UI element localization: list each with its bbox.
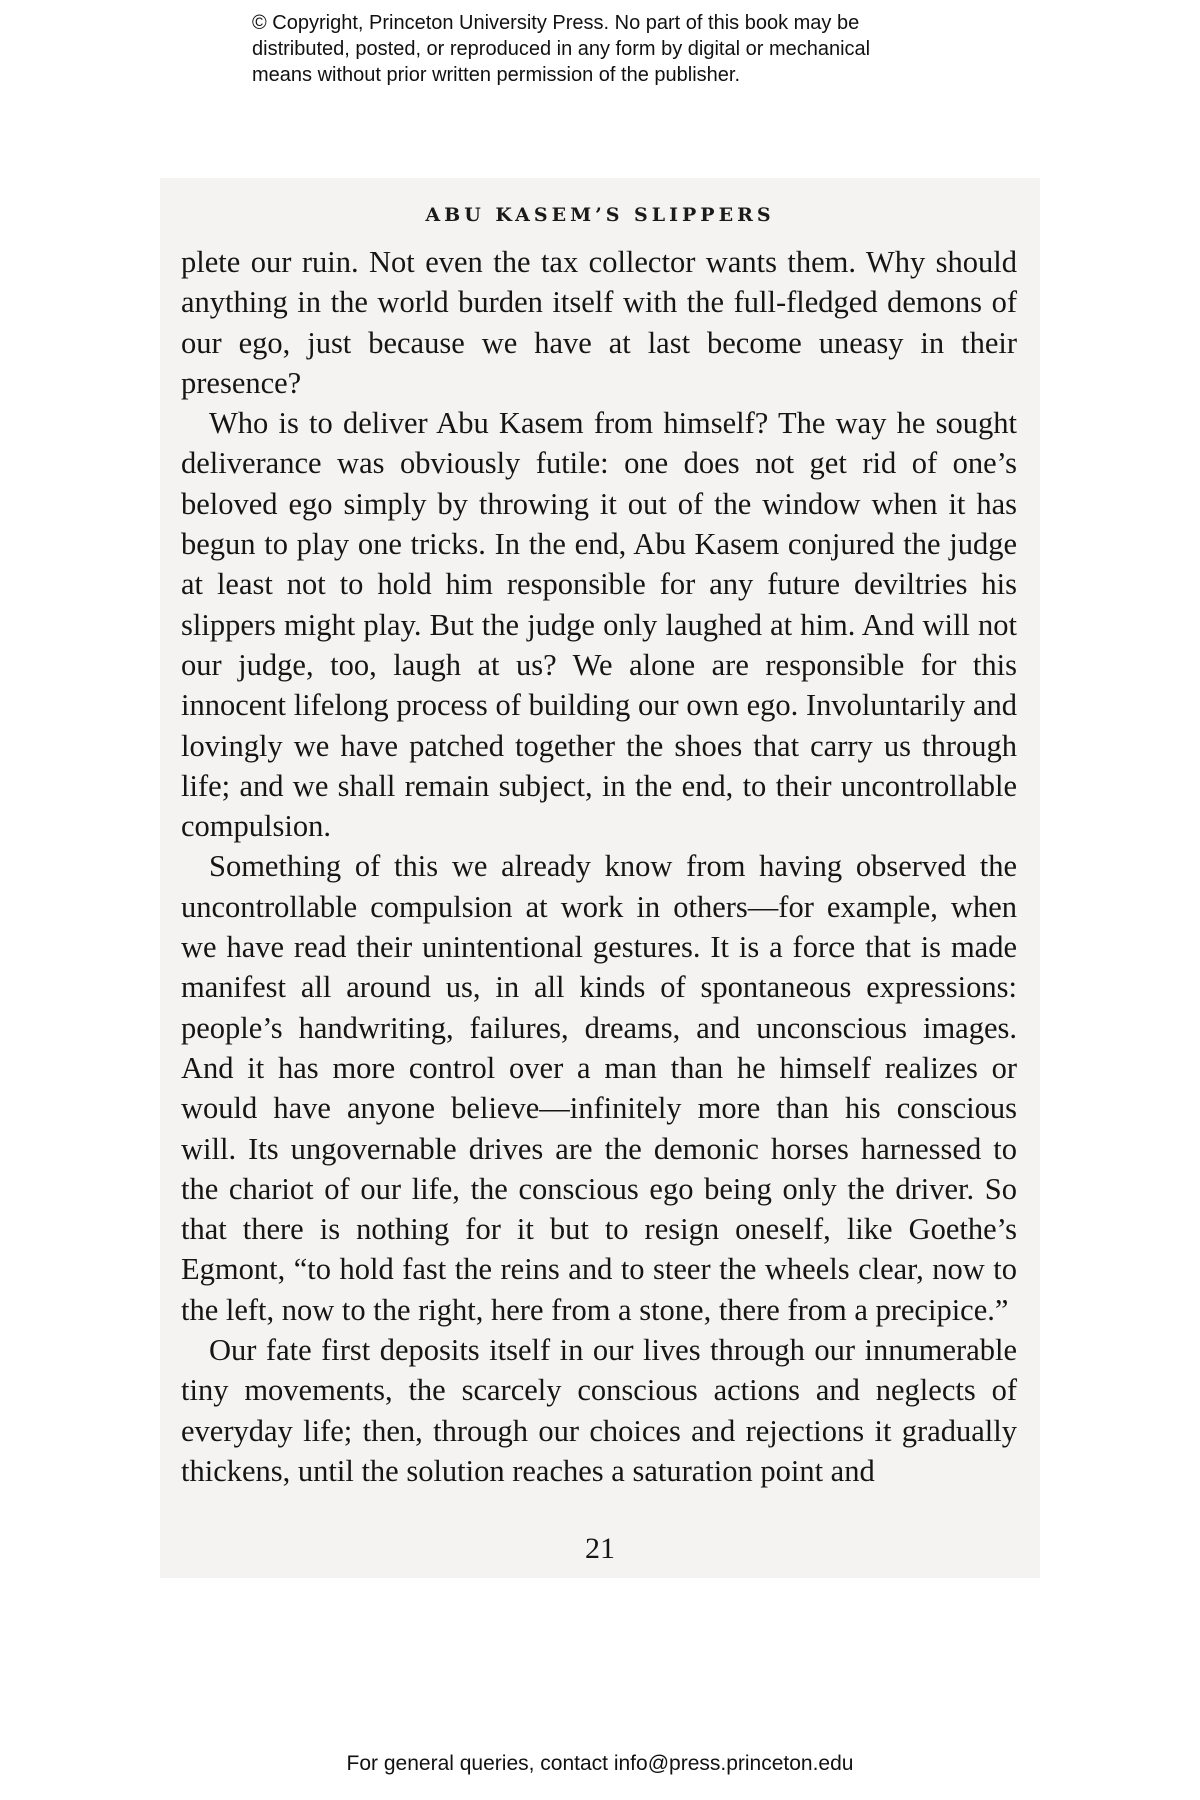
copyright-line: distributed, posted, or reproduced in any form by digital or mechanical bbox=[252, 38, 871, 60]
body-text bbox=[181, 242, 1017, 1491]
scanned-book-page bbox=[160, 178, 1040, 1578]
footer-contact: For general queries, contact info@press.princeton.edu bbox=[346, 1752, 854, 1775]
copyright-notice bbox=[252, 10, 1012, 88]
paragraph: Who is to deliver Abu Kasem from himself? The way he sought deliverance was obviously futile: one does not get rid of one’s beloved ego simply by throwing it out of the window when it has begun to play one tricks. In the end, Abu Kasem conjured the judge at least not to hold him responsible for any future deviltries his slippers might play. But the judge only laughed at him. And will not our judge, too, laugh at us? We alone are responsible for this innocent lifelong process of building our own ego. Involuntarily and lovingly we have patched together the shoes that carry us through life; and we shall remain subject, in the end, to their uncontrollable compulsion. bbox=[181, 406, 1017, 844]
page-number: 21 bbox=[585, 1532, 615, 1565]
running-head: ABU KASEM’S SLIPPERS bbox=[425, 204, 775, 226]
paragraph: Something of this we already know from having observed the uncontrollable compulsion at work in others—for example, when we have read their unintentional gestures. It is a force that is made manifest all around us, in all kinds of spontaneous expressions: people’s handwriting, failures, dreams, and unconscious images. And it has more control over a man than he himself realizes or would have anyone believe—infinitely more than his conscious will. Its ungovernable drives are the demonic horses harnessed to the chariot of our life, the conscious ego being only the driver. So that there is nothing for it but to resign oneself, like Goethe’s Egmont, “to hold fast the reins and to steer the wheels clear, now to the left, now to the right, here from a stone, there from a precipice.” bbox=[181, 849, 1017, 1327]
paragraph: plete our ruin. Not even the tax collector wants them. Why should anything in the world burden itself with the full-fledged demons of our ego, just because we have at last become uneasy in their presence? bbox=[181, 245, 1017, 400]
copyright-line: © Copyright, Princeton University Press. No part of this book may be bbox=[252, 12, 860, 34]
copyright-line: means without prior written permission of the publisher. bbox=[252, 64, 741, 86]
paragraph: Our fate first deposits itself in our lives through our innumerable tiny movements, the scarcely conscious actions and neglects of everyday life; then, through our choices and rejections it gradually thickens, until the solution reaches a saturation point and bbox=[181, 1333, 1017, 1488]
